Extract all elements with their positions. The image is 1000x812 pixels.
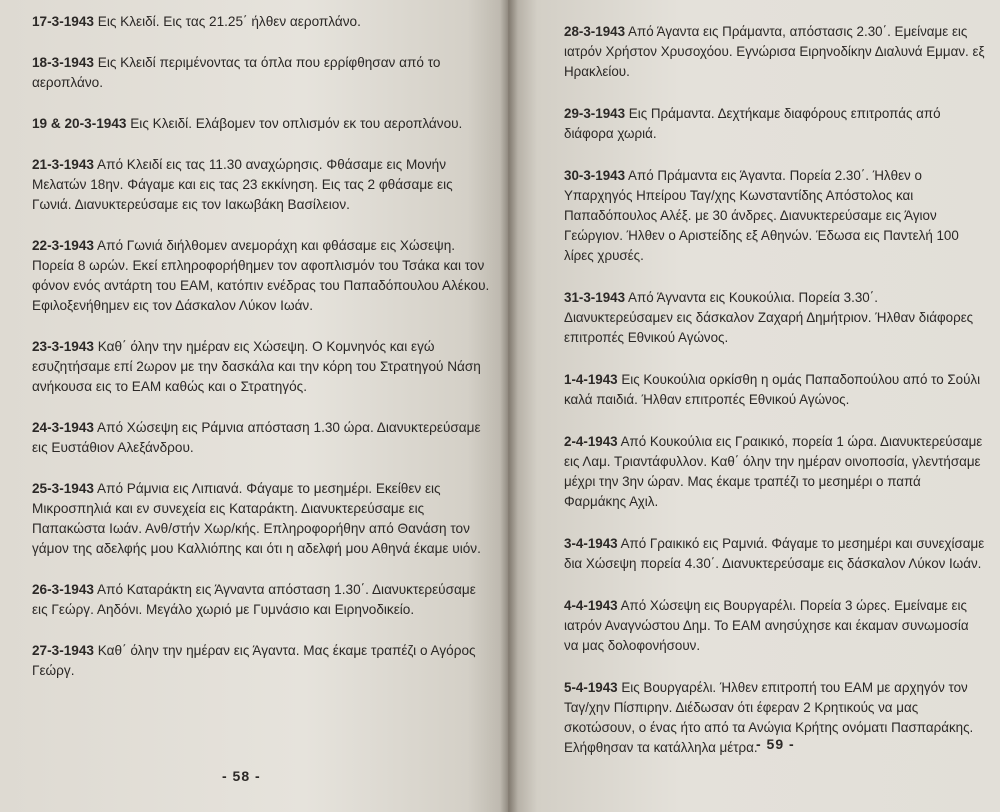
- entry-text: Εις Βουργαρέλι. Ήλθεν επιτροπή του ΕΑΜ με αρχηγόν τον Ταγ/χην Πίσπιρην. Διέδωσαν ότι έφεραν 2 Κρητικούς να μας σκοτώσουν, ο ένας ήτο από τα Ανώγια Κρήτης ονόματι Πασπαράκης. Ελήφθησαν τα κατάλληλα μέτρα.: [564, 680, 974, 755]
- entry-text: Εις Κλειδί περιμένοντας τα όπλα που ερρίφθησαν από το αεροπλάνο.: [32, 55, 441, 90]
- diary-entry: [32, 641, 492, 681]
- diary-entry: [32, 479, 492, 559]
- entry-date: 31-3-1943: [564, 290, 626, 305]
- diary-entry: [32, 418, 492, 458]
- diary-entry: [32, 337, 492, 397]
- entry-date: 22-3-1943: [32, 238, 94, 253]
- book-gutter: [500, 0, 518, 812]
- page-number: - 59 -: [756, 736, 795, 752]
- diary-entry: [564, 288, 986, 348]
- diary-entry: [32, 114, 492, 134]
- diary-entry: [564, 166, 986, 266]
- right-page: [508, 0, 1000, 812]
- entry-date: 21-3-1943: [32, 157, 94, 172]
- diary-entry: [32, 580, 492, 620]
- entry-date: 30-3-1943: [564, 168, 626, 183]
- diary-entry: [564, 104, 986, 144]
- diary-entry: [564, 432, 986, 512]
- entry-text: Από Κουκούλια εις Γραικικό, πορεία 1 ώρα. Διανυκτερεύσαμε εις Λαμ. Τριαντάφυλλον. Καθ΄ όλην την ημέραν οινοποσία, γλεντήσαμε μέχρι την 3ην ώραν. Μας έκαμε τραπέζι το μεσημέρι ο παπά Φαρμάκης Αχιλ.: [564, 434, 983, 509]
- diary-entry: [564, 22, 986, 82]
- entry-date: 3-4-1943: [564, 536, 618, 551]
- entry-date: 5-4-1943: [564, 680, 618, 695]
- entry-text: Καθ΄ όλην την ημέραν εις Άγαντα. Μας έκαμε τραπέζι ο Αγόρος Γεώργ.: [32, 643, 476, 678]
- diary-entry: [32, 155, 492, 215]
- entry-date: 29-3-1943: [564, 106, 626, 121]
- entry-date: 17-3-1943: [32, 14, 94, 29]
- entry-date: 27-3-1943: [32, 643, 94, 658]
- entry-date: 25-3-1943: [32, 481, 94, 496]
- diary-entry: [564, 534, 986, 574]
- entry-text: Από Άγαντα εις Πράμαντα, απόστασις 2.30΄. Εμείναμε εις ιατρόν Χρήστον Χρυσοχόου. Εγνώρισα Ειρηνοδίκην Διαλυνά Εμμαν. εξ Ηρακλείου.: [564, 24, 985, 79]
- entry-text: Από Γραικικό εις Ραμνιά. Φάγαμε το μεσημέρι και συνεχίσαμε δια Χώσεψη πορεία 4.30΄. Διανυκτερεύσαμε εις δάσκαλον Λύκον Ιωάν.: [564, 536, 985, 571]
- page-number: - 58 -: [222, 768, 261, 784]
- entry-text: Από Γωνιά διήλθομεν ανεμοράχη και φθάσαμε εις Χώσεψη. Πορεία 8 ωρών. Εκεί επληροφορήθημεν τον αφοπλισμόν του Τσάκα και τον φόνον ενός αντάρτη του ΕΑΜ, κατόπιν ενέδρας του Παπαδόπουλου Αλέκου. Εφιλοξενήθημεν εις τον Δάσκαλον Λύκον Ιωάν.: [32, 238, 490, 313]
- entry-text: Από Χώσεψη εις Ράμνια απόσταση 1.30 ώρα. Διανυκτερεύσαμε εις Ευστάθιον Αλεξάνδρου.: [32, 420, 481, 455]
- diary-entry: [32, 53, 492, 93]
- entry-text: Καθ΄ όλην την ημέραν εις Χώσεψη. Ο Κομνηνός και εγώ εσυζητήσαμε επί 2ωρον με την δασκάλα και την κόρη του Στρατηγού Νάση ανήκουσα εις το ΕΑΜ καθώς και ο Στρατηγός.: [32, 339, 481, 394]
- entry-text: Από Χώσεψη εις Βουργαρέλι. Πορεία 3 ώρες. Εμείναμε εις ιατρόν Αναγνώστου Δημ. Το ΕΑΜ ανησύχησε και έκαμαν συνωμοσία να μας δολοφονήσουν.: [564, 598, 969, 653]
- diary-entry: [564, 596, 986, 656]
- entry-text: Εις Κλειδί. Ελάβομεν τον οπλισμόν εκ του αεροπλάνου.: [126, 116, 463, 131]
- entry-date: 4-4-1943: [564, 598, 618, 613]
- entry-text: Από Καταράκτη εις Άγναντα απόσταση 1.30΄. Διανυκτερεύσαμε εις Γεώργ. Αηδόνι. Μεγάλο χωριό με Γυμνάσιο και Ειρηνοδικείο.: [32, 582, 476, 617]
- entry-date: 1-4-1943: [564, 372, 618, 387]
- entry-text: Εις Κλειδί. Εις τας 21.25΄ ήλθεν αεροπλάνο.: [93, 14, 361, 29]
- entry-date: 19 & 20-3-1943: [32, 116, 127, 131]
- entry-text: Από Κλειδί εις τας 11.30 αναχώρησις. Φθάσαμε εις Μονήν Μελατών 18ην. Φάγαμε και εις τας 23 εκκίνηση. Εις τας 2 φθάσαμε εις Γωνιά. Διανυκτερεύσαμε εις τον Ιακωβάκη Βασίλειον.: [32, 157, 453, 212]
- entry-text: Από Άγναντα εις Κουκούλια. Πορεία 3.30΄. Διανυκτερεύσαμεν εις δάσκαλον Ζαχαρή Δημήτριον. Ήλθαν διάφορες επιτροπές Εθνικού Αγώνος.: [564, 290, 974, 345]
- diary-entry: [32, 12, 492, 32]
- entry-date: 24-3-1943: [32, 420, 94, 435]
- entry-text: Από Πράμαντα εις Άγαντα. Πορεία 2.30΄. Ήλθεν ο Υπαρχηγός Ηπείρου Ταγ/χης Κωνσταντίδης Απόστολος και Παπαδόπουλος Αλέξ. με 30 άνδρες. Διανυκτερεύσαμε εις Άγιον Γεώργιον. Ήλθεν ο Αριστείδης εξ Αθηνών. Έδωσα εις Παντελή 100 λίρες χρυσές.: [564, 168, 959, 263]
- entry-date: 18-3-1943: [32, 55, 94, 70]
- entry-date: 26-3-1943: [32, 582, 94, 597]
- diary-entry: [564, 370, 986, 410]
- diary-entry: [32, 236, 492, 316]
- entry-date: 28-3-1943: [564, 24, 626, 39]
- entry-text: Εις Κουκούλια ορκίσθη η ομάς Παπαδοπούλου από το Σούλι καλά παιδιά. Ήλθαν επιτροπές Εθνικού Αγώνος.: [564, 372, 981, 407]
- entry-date: 2-4-1943: [564, 434, 618, 449]
- entry-date: 23-3-1943: [32, 339, 94, 354]
- entry-text: Εις Πράμαντα. Δεχτήκαμε διαφόρους επιτροπάς από διάφορα χωριά.: [564, 106, 941, 141]
- entry-text: Από Ράμνια εις Λιπιανά. Φάγαμε το μεσημέρι. Εκείθεν εις Μικροσπηλιά και εν συνεχεία εις Καταράκτη. Διανυκτερεύσαμε εις Παπακώστα Ιωάν. Ανθ/στήν Χωρ/κής. Επληροφορήθην από Θανάση τον γάμον της αδελφής μου Καλλιόπης και ότι η αδελφή μου Αθηνά έκαμε υιόν.: [32, 481, 481, 556]
